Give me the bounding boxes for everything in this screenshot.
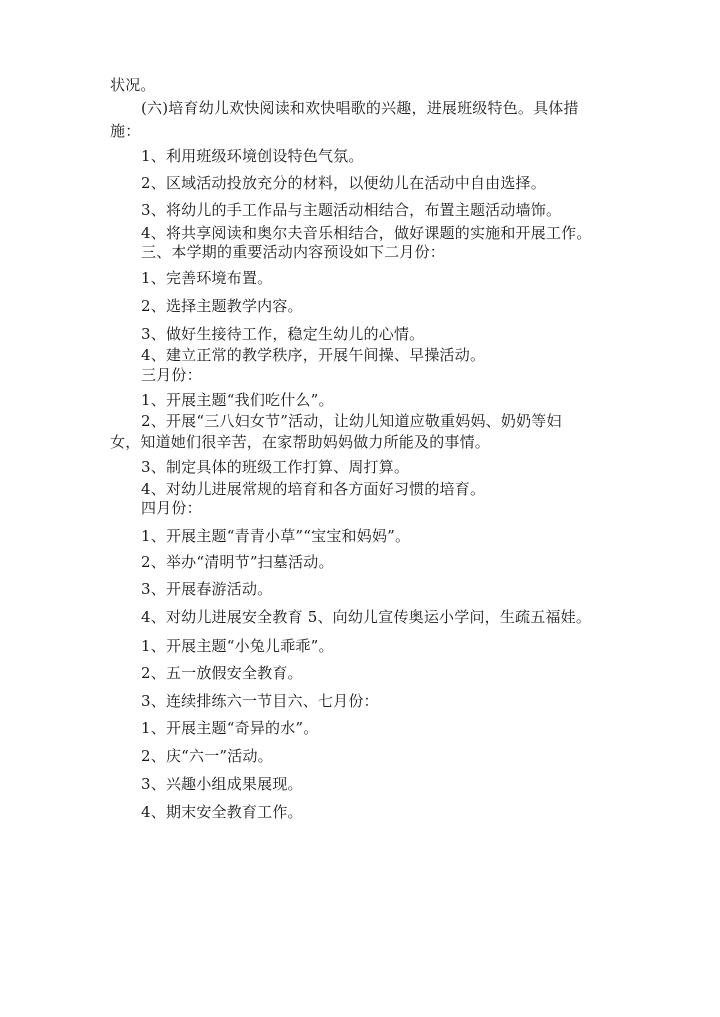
text-line: 4、将共享阅读和奥尔夫音乐相结合，做好课题的实施和开展工作。 bbox=[141, 224, 592, 242]
text-line: 四月份： bbox=[141, 499, 202, 517]
text-line: 3、兴趣小组成果展现。 bbox=[141, 775, 303, 793]
text-line: 4、建立正常的教学秩序，开展午间操、早操活动。 bbox=[141, 346, 486, 364]
text-line: 4、对幼儿进展常规的培育和各方面好习惯的培育。 bbox=[141, 480, 486, 498]
text-line: 4、对幼儿进展安全教育 5、向幼儿宣传奥运小学问，生疏五福娃。 bbox=[141, 608, 592, 626]
text-line: 2、开展“三八妇女节”活动，让幼儿知道应敬重妈妈、奶奶等妇 bbox=[141, 412, 562, 430]
text-line: 3、连续排练六一节目六、七月份： bbox=[141, 692, 379, 710]
text-line: 1、开展主题“小兔儿乖乖”。 bbox=[141, 637, 334, 655]
text-line: 三月份： bbox=[141, 366, 202, 384]
text-line: 2、庆“六一”活动。 bbox=[141, 747, 273, 765]
text-line: 3、制定具体的班级工作打算、周打算。 bbox=[141, 458, 410, 476]
text-line: 三、本学期的重要活动内容预设如下二月份： bbox=[141, 243, 446, 261]
text-line: 1、完善环境布置。 bbox=[141, 269, 273, 287]
text-line: 3、开展春游活动。 bbox=[141, 580, 273, 598]
text-line: 2、五一放假安全教育。 bbox=[141, 664, 303, 682]
text-line: 2、选择主题教学内容。 bbox=[141, 297, 303, 315]
text-line: 2、区域活动投放充分的材料，以便幼儿在活动中自由选择。 bbox=[141, 174, 546, 192]
text-line: 3、做好生接待工作，稳定生幼儿的心情。 bbox=[141, 325, 425, 343]
text-line: 状况。 bbox=[110, 76, 156, 94]
text-line: 1、开展主题“我们吃什么”。 bbox=[141, 391, 334, 409]
text-line: 1、开展主题“奇异的水”。 bbox=[141, 719, 319, 737]
text-line: 2、举办“清明节”扫墓活动。 bbox=[141, 553, 334, 571]
text-line: (六)培育幼儿欢快阅读和欢快唱歌的兴趣，进展班级特色。具体措 bbox=[141, 99, 579, 117]
text-line: 4、期末安全教育工作。 bbox=[141, 803, 303, 821]
text-line: 1、开展主题“青青小草”“宝宝和妈妈”。 bbox=[141, 527, 411, 545]
text-line: 1、利用班级环境创设特色气氛。 bbox=[141, 147, 364, 165]
text-line: 施： bbox=[110, 122, 141, 140]
text-line: 女，知道她们很辛苦，在家帮助妈妈做力所能及的事情。 bbox=[110, 433, 491, 451]
text-line: 3、将幼儿的手工作品与主题活动相结合，布置主题活动墙饰。 bbox=[141, 201, 562, 219]
